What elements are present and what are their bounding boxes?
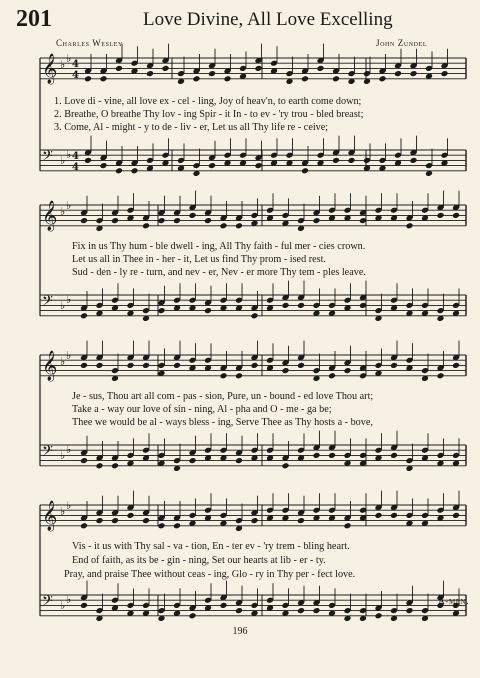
note-head — [332, 75, 340, 82]
note-head — [158, 217, 166, 224]
note-head — [80, 457, 88, 464]
note-head — [375, 512, 383, 519]
flat-icon: ♭ — [66, 443, 72, 456]
note-head — [146, 70, 154, 77]
note-head — [220, 222, 228, 229]
lyric-line: 1. Love di - vine, all love ex - cel - ling, Joy of heav'n, to earth come down; — [54, 96, 362, 107]
note-head — [344, 522, 352, 529]
note-head — [235, 457, 243, 464]
note-head — [80, 312, 88, 319]
flat-icon: ♭ — [60, 58, 66, 71]
page-number: 196 — [232, 626, 248, 637]
note-head — [437, 372, 445, 379]
note-head — [394, 70, 402, 77]
treble-clef-icon: 𝄞 — [42, 501, 58, 531]
note-head — [235, 222, 243, 229]
flat-icon: ♭ — [60, 205, 66, 218]
lyric-line: Vis - it us with Thy sal - va - tion, En - ter ev - 'ry trem - bling heart. — [72, 541, 350, 552]
note-head — [84, 75, 92, 82]
note-head — [208, 162, 216, 169]
note-head — [84, 157, 92, 164]
flat-icon: ♭ — [66, 148, 72, 161]
note-head — [297, 302, 305, 309]
bass-clef-icon: 𝄢 — [42, 148, 53, 168]
flat-icon: ♭ — [66, 293, 72, 306]
note-head — [189, 457, 197, 464]
note-head — [301, 167, 309, 174]
author-credit: Charles Wesley — [56, 38, 123, 48]
note-head — [297, 607, 305, 614]
note-head — [158, 522, 166, 529]
note-head — [235, 607, 243, 614]
hymn-title: Love Divine, All Love Excelling — [143, 9, 393, 30]
treble-clef-icon: 𝄞 — [42, 54, 58, 84]
note-head — [406, 222, 414, 229]
note-head — [406, 607, 414, 614]
flat-icon: ♭ — [66, 349, 72, 362]
note-head — [452, 512, 460, 519]
note-head — [390, 512, 398, 519]
note-head — [127, 512, 135, 519]
note-head — [452, 362, 460, 369]
treble-clef-icon: 𝄞 — [42, 201, 58, 231]
note-head — [375, 612, 383, 619]
note-head — [235, 372, 243, 379]
note-head — [328, 372, 336, 379]
flat-icon: ♭ — [66, 199, 72, 212]
lyric-line: Thee we would be al - ways bless - ing, Serve Thee as Thy hosts a - bove, — [72, 417, 373, 428]
note-head — [142, 362, 150, 369]
note-head — [111, 517, 119, 524]
note-head — [297, 362, 305, 369]
flat-icon: ♭ — [60, 599, 66, 612]
note-head — [317, 65, 325, 72]
note-head — [379, 75, 387, 82]
flat-icon: ♭ — [60, 505, 66, 518]
note-head — [328, 452, 336, 459]
note-head — [189, 612, 197, 619]
note-head — [173, 362, 181, 369]
time-signature: 4 — [72, 162, 79, 173]
note-head — [220, 602, 228, 609]
composer-credit: John Zundel — [376, 38, 428, 48]
flat-icon: ♭ — [60, 355, 66, 368]
note-head — [313, 607, 321, 614]
note-head — [173, 217, 181, 224]
lyric-line: 2. Breathe, O breathe Thy lov - ing Spir - it In - to ev - 'ry trou - bled breast; — [54, 109, 364, 120]
bass-clef-icon: 𝄢 — [42, 593, 53, 613]
note-head — [96, 362, 104, 369]
note-head — [100, 162, 108, 169]
note-head — [313, 452, 321, 459]
note-head — [297, 517, 305, 524]
note-head — [348, 157, 356, 164]
note-head — [344, 367, 352, 374]
note-head — [189, 212, 197, 219]
flat-icon: ♭ — [60, 299, 66, 312]
note-head — [204, 217, 212, 224]
lyric-line: Let us all in Thee in - her - it, Let us find Thy prom - ised rest. — [72, 254, 326, 265]
note-head — [220, 372, 228, 379]
note-head — [127, 362, 135, 369]
lyric-line: Fix in us Thy hum - ble dwell - ing, All Thy faith - ful mer - cies crown. — [72, 241, 366, 252]
flat-icon: ♭ — [60, 449, 66, 462]
treble-clef-icon: 𝄞 — [42, 351, 58, 381]
amen-label: A-men. — [438, 597, 469, 607]
note-head — [111, 217, 119, 224]
note-head — [224, 75, 232, 82]
note-head — [452, 212, 460, 219]
lyric-line: Je - sus, Thou art all com - pas - sion, Pure, un - bound - ed love Thou art; — [72, 391, 374, 402]
lyric-line: End of faith, as its be - gin - ning, Set our hearts at lib - er - ty. — [72, 555, 326, 566]
note-head — [410, 70, 418, 77]
note-head — [437, 212, 445, 219]
flat-icon: ♭ — [60, 154, 66, 167]
note-head — [282, 302, 290, 309]
note-head — [255, 162, 263, 169]
note-head — [204, 307, 212, 314]
note-head — [255, 65, 263, 72]
flat-icon: ♭ — [66, 593, 72, 606]
time-signature: 4 — [72, 70, 79, 81]
note-head — [96, 517, 104, 524]
note-head — [251, 517, 259, 524]
note-head — [313, 217, 321, 224]
time-signature: 4 — [72, 59, 79, 70]
note-head — [390, 452, 398, 459]
bass-clef-icon: 𝄢 — [42, 293, 53, 313]
note-head — [251, 312, 259, 319]
time-signature: 4 — [72, 151, 79, 162]
note-head — [251, 362, 259, 369]
bass-clef-icon: 𝄢 — [42, 443, 53, 463]
note-head — [115, 65, 123, 72]
lyric-line: 3. Come, Al - might - y to de - liv - er, Let us all Thy life re - ceive; — [54, 122, 329, 133]
note-head — [115, 167, 123, 174]
note-head — [80, 217, 88, 224]
lyric-line: Take a - way our love of sin - ning, Al - pha and O - me - ga be; — [72, 404, 332, 415]
note-head — [441, 70, 449, 77]
lyric-line: Pray, and praise Thee without ceas - ing, Glo - ry in Thy per - fect love. — [64, 569, 356, 580]
note-head — [193, 75, 201, 82]
flat-icon: ♭ — [66, 52, 72, 65]
note-head — [142, 517, 150, 524]
note-head — [80, 522, 88, 529]
lyric-line: Sud - den - ly re - turn, and nev - er, Nev - er more Thy tem - ples leave. — [72, 267, 366, 278]
note-head — [282, 367, 290, 374]
note-head — [208, 70, 216, 77]
note-head — [158, 307, 166, 314]
hymn-number: 201 — [16, 6, 52, 32]
note-head — [410, 157, 418, 164]
note-head — [96, 462, 104, 469]
note-head — [301, 75, 309, 82]
flat-icon: ♭ — [66, 499, 72, 512]
note-head — [390, 362, 398, 369]
note-head — [332, 157, 340, 164]
note-head — [282, 462, 290, 469]
note-head — [100, 75, 108, 82]
note-head — [173, 522, 181, 529]
note-head — [162, 65, 170, 72]
note-head — [80, 362, 88, 369]
note-head — [142, 222, 150, 229]
note-head — [111, 462, 119, 469]
note-head — [80, 602, 88, 609]
note-head — [131, 167, 139, 174]
